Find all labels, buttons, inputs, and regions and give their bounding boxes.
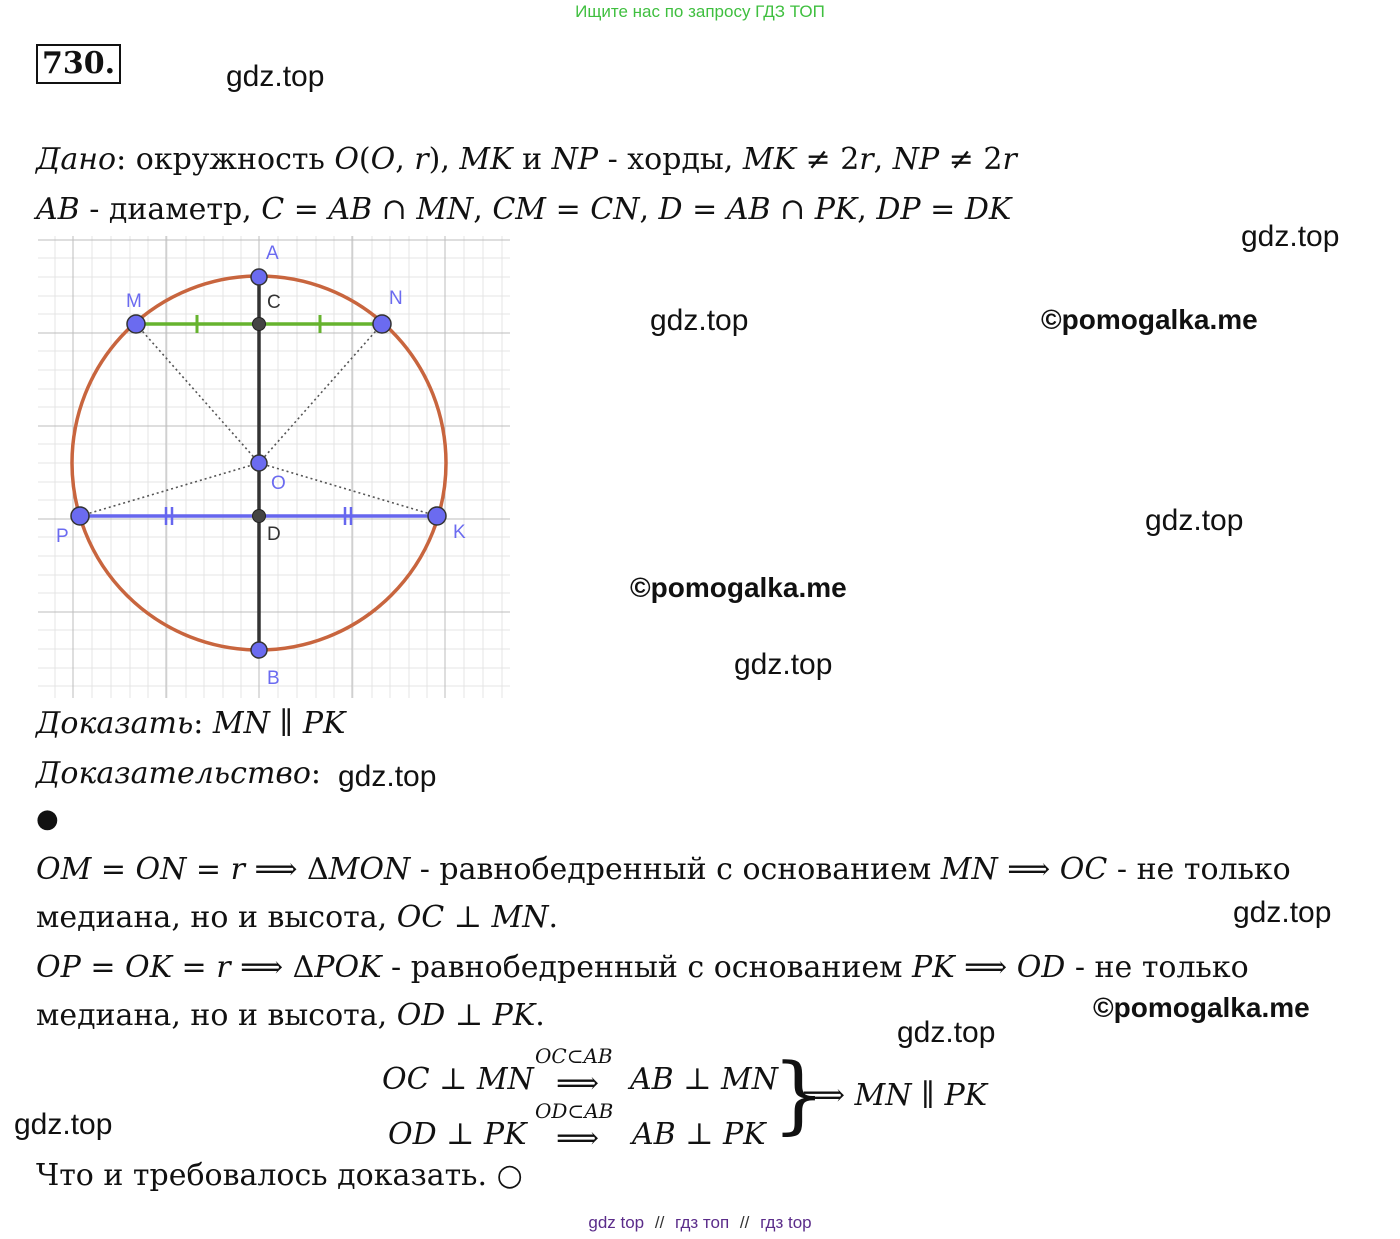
search-hint: Ищите нас по запросу ГДЗ ТОП [575, 2, 825, 21]
footer-links [0, 1213, 1400, 1233]
label-p: P [56, 526, 69, 547]
label-k: K [453, 522, 466, 543]
label-c: C [267, 292, 281, 313]
watermark-gdz: gdz.top [338, 760, 437, 793]
label-o: O [271, 473, 286, 494]
proof-colon: : [310, 756, 322, 791]
watermark-gdz: gdz.top [14, 1108, 113, 1141]
system-row-1-right: 𝐴𝐵 ⊥ 𝑀𝑁 [630, 1062, 778, 1097]
label-a: A [266, 243, 279, 264]
system-conclusion: ⟹ 𝑀𝑁 ∥ 𝑃𝐾 [802, 1078, 988, 1113]
footer-link-gdz-top-mixed[interactable]: гдз top [760, 1213, 812, 1232]
bullet: ● [36, 804, 59, 834]
system-row-1-note: 𝑂𝐶⊂𝐴𝐵 [535, 1044, 613, 1068]
footer-separator: // [739, 1213, 750, 1232]
watermark-gdz: gdz.top [1241, 220, 1340, 253]
prove-statement: : 𝑀𝑁 ∥ 𝑃𝐾 [193, 706, 346, 741]
proof-heading [36, 756, 321, 791]
system-row-2-right: 𝐴𝐵 ⊥ 𝑃𝐾 [632, 1117, 766, 1152]
given-label: Дано [36, 142, 117, 177]
watermark-pomogalka: ©pomogalka.me [1093, 992, 1310, 1023]
point-m [127, 315, 145, 333]
given-line-2: 𝐴𝐵 - диаметр, 𝐶 = 𝐴𝐵 ∩ 𝑀𝑁, 𝐶𝑀 = 𝐶𝑁, 𝐷 = 𝐴𝐵 ∩ 𝑃𝐾, 𝐷𝑃 = 𝐷𝐾 [36, 192, 1012, 227]
label-n: N [389, 288, 403, 309]
system-row-2-left: 𝑂𝐷 ⊥ 𝑃𝐾 [388, 1117, 527, 1152]
prove-label: Доказать [36, 706, 194, 741]
label-d: D [267, 524, 281, 545]
point-b [251, 642, 267, 658]
proof-line-1: 𝑂𝑀 = 𝑂𝑁 = 𝑟 ⟹ Δ𝑀𝑂𝑁 - равнобедренный с основанием 𝑀𝑁 ⟹ 𝑂𝐶 - не только [36, 852, 1291, 887]
point-d [253, 510, 266, 523]
proof-label: Доказательство [36, 756, 311, 791]
watermark-gdz: gdz.top [1233, 896, 1332, 929]
point-n [373, 315, 391, 333]
footer-link-gdz-top[interactable]: gdz top [588, 1213, 645, 1232]
proof-line-4: медиана, но и высота, 𝑂𝐷 ⊥ 𝑃𝐾. [36, 998, 545, 1033]
geometry-figure [38, 236, 510, 698]
footer-separator: // [654, 1213, 665, 1232]
watermark-pomogalka: ©pomogalka.me [1041, 304, 1258, 335]
proof-line-3: 𝑂𝑃 = 𝑂𝐾 = 𝑟 ⟹ Δ𝑃𝑂𝐾 - равнобедренный с основанием 𝑃𝐾 ⟹ 𝑂𝐷 - не только [36, 950, 1249, 985]
system-row-2-arrow: ⟹ [556, 1121, 600, 1156]
system-row-1-arrow: ⟹ [556, 1066, 600, 1101]
proof-line-2: медиана, но и высота, 𝑂𝐶 ⊥ 𝑀𝑁. [36, 900, 559, 935]
watermark-gdz: gdz.top [650, 304, 749, 337]
watermark-gdz: gdz.top [897, 1016, 996, 1049]
given-text-1: : окружность 𝑂(𝑂, 𝑟), 𝑀𝐾 и 𝑁𝑃 - хорды, 𝑀𝐾 ≠ 2𝑟, 𝑁𝑃 ≠ 2𝑟 [116, 142, 1017, 177]
watermark-gdz: gdz.top [1145, 504, 1244, 537]
watermark-gdz: gdz.top [734, 648, 833, 681]
point-o [251, 455, 267, 471]
point-p [71, 507, 89, 525]
qed-line: Что и требовалось доказать. ○ [36, 1158, 523, 1193]
system-row-2-note: 𝑂𝐷⊂𝐴𝐵 [535, 1099, 614, 1123]
label-b: B [267, 668, 280, 689]
point-a [251, 269, 267, 285]
problem-number: 730. [36, 44, 121, 84]
watermark-gdz: gdz.top [226, 60, 325, 93]
system-row-1-left: 𝑂𝐶 ⊥ 𝑀𝑁 [382, 1062, 534, 1097]
prove-line [36, 706, 345, 741]
label-m: M [126, 291, 142, 312]
point-k [428, 507, 446, 525]
watermark-pomogalka: ©pomogalka.me [630, 572, 847, 603]
system-brace: } [772, 1045, 826, 1143]
point-c [253, 318, 266, 331]
given-line-1 [36, 142, 1017, 177]
footer-link-gdz-top-ru[interactable]: гдз топ [675, 1213, 730, 1232]
